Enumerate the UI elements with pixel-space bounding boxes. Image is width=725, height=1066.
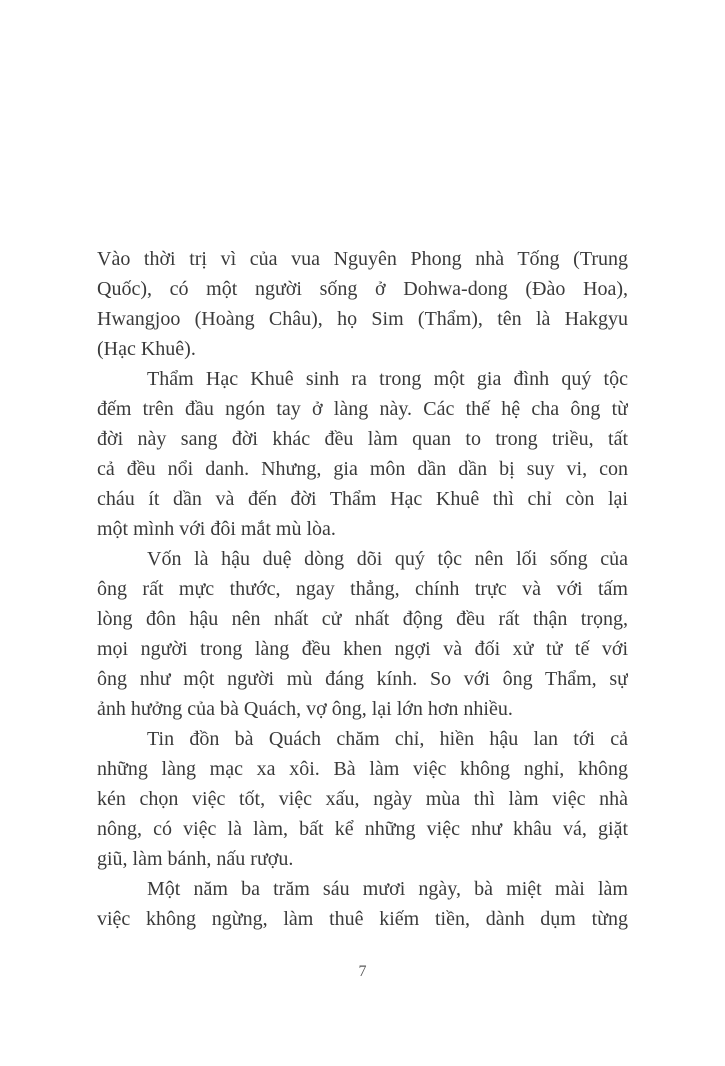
paragraph [97, 544, 628, 724]
text-line: Quốc), có một người sống ở Dohwa-dong (Đào Hoa), [97, 278, 628, 300]
text-line: việc không ngừng, làm thuê kiếm tiền, dành dụm từng [97, 908, 628, 930]
text-line: nông, có việc là làm, bất kể những việc như khâu vá, giặt [97, 818, 628, 840]
paragraph [97, 724, 628, 874]
text-line: Vốn là hậu duệ dòng dõi quý tộc nên lối sống của [147, 548, 628, 570]
text-line: ông như một người mù đáng kính. So với ông Thẩm, sự [97, 668, 628, 690]
text-line: đời này sang đời khác đều làm quan to trong triều, tất [97, 428, 628, 450]
text-line: ông rất mực thước, ngay thẳng, chính trực và với tấm [97, 578, 628, 600]
paragraph [97, 874, 628, 934]
text-line: Thẩm Hạc Khuê sinh ra trong một gia đình quý tộc [147, 368, 628, 390]
text-line: Vào thời trị vì của vua Nguyên Phong nhà Tống (Trung [97, 248, 628, 270]
paragraph [97, 364, 628, 544]
text-line: giũ, làm bánh, nấu rượu. [97, 848, 294, 870]
body-text [97, 244, 628, 934]
text-line: những làng mạc xa xôi. Bà làm việc không nghỉ, không [97, 758, 628, 780]
text-line: (Hạc Khuê). [97, 338, 196, 360]
paragraph [97, 244, 628, 364]
text-line: ảnh hưởng của bà Quách, vợ ông, lại lớn hơn nhiều. [97, 698, 513, 720]
text-line: mọi người trong làng đều khen ngợi và đối xử tử tế với [97, 638, 628, 660]
page-number: 7 [358, 963, 367, 980]
text-line: Hwangjoo (Hoàng Châu), họ Sim (Thẩm), tên là Hakgyu [97, 308, 628, 330]
text-line: đếm trên đầu ngón tay ở làng này. Các thế hệ cha ông từ [97, 398, 628, 420]
text-line: một mình với đôi mắt mù lòa. [97, 518, 336, 540]
text-line: lòng đôn hậu nên nhất cử nhất động đều rất thận trọng, [97, 608, 628, 630]
text-line: Tin đồn bà Quách chăm chỉ, hiền hậu lan tới cả [147, 728, 628, 750]
text-line: cháu ít dần và đến đời Thẩm Hạc Khuê thì chỉ còn lại [97, 488, 628, 510]
text-line: cả đều nổi danh. Nhưng, gia môn dần dần bị suy vi, con [97, 458, 628, 480]
text-line: kén chọn việc tốt, việc xấu, ngày mùa thì làm việc nhà [97, 788, 628, 810]
text-line: Một năm ba trăm sáu mươi ngày, bà miệt mài làm [147, 878, 628, 900]
